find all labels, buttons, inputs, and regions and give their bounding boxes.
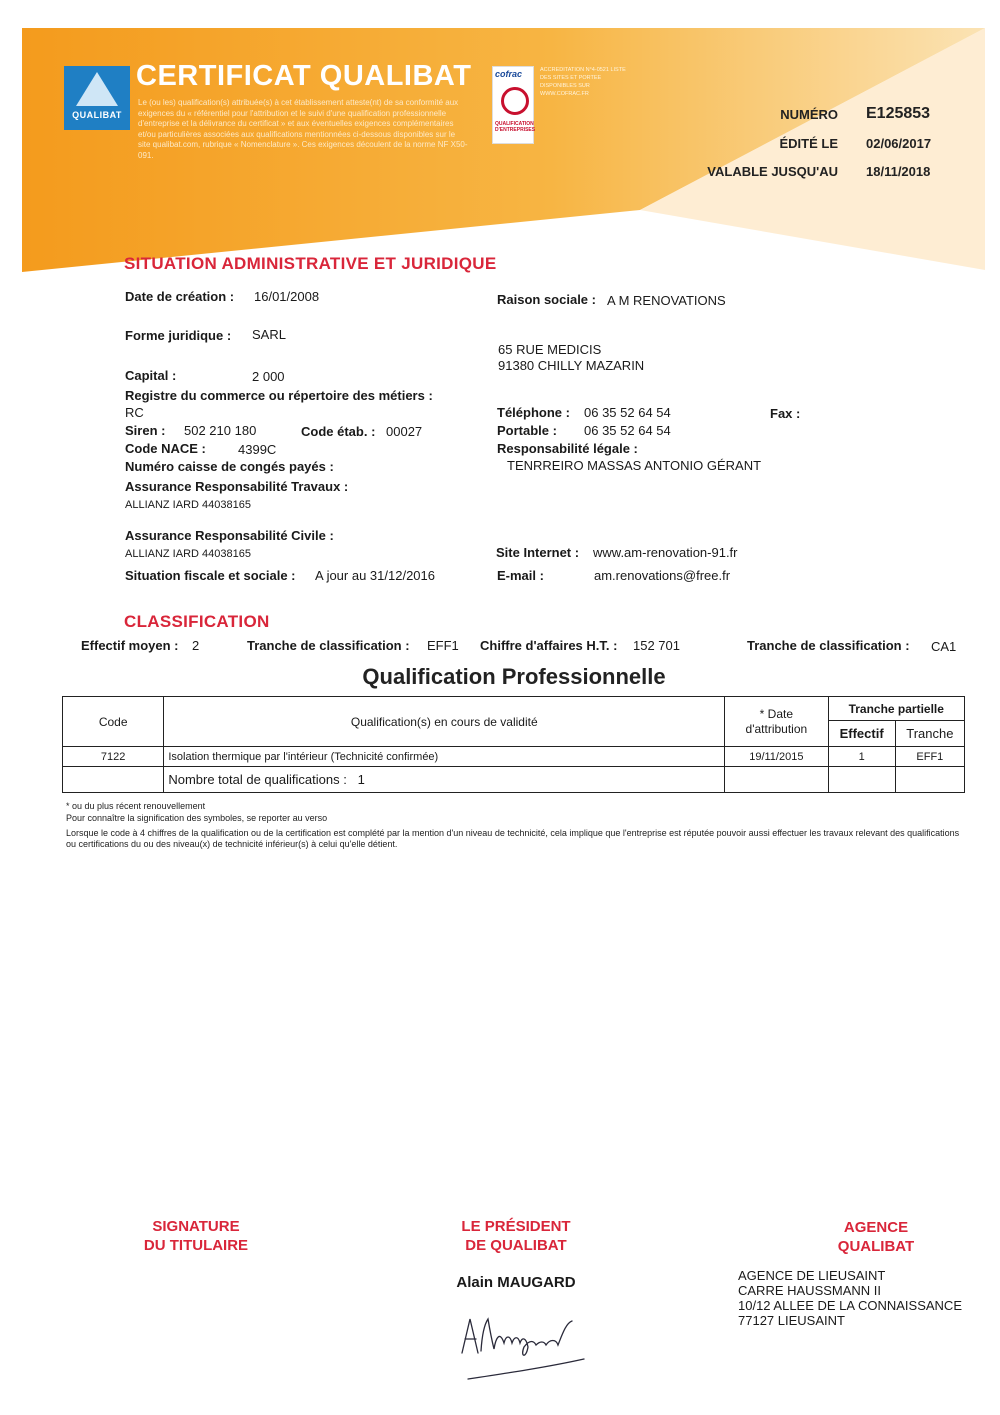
col-code-header: Code xyxy=(63,697,164,747)
valable-value: 18/11/2018 xyxy=(866,164,931,179)
president-line1: LE PRÉSIDENT xyxy=(461,1218,571,1235)
telephone-label: Téléphone : xyxy=(497,405,570,420)
ass-travaux-value: ALLIANZ IARD 44038165 xyxy=(125,499,251,511)
responsabilite-label: Responsabilité légale : xyxy=(497,441,638,456)
agence-addr4: 77127 LIEUSAINT xyxy=(738,1313,845,1328)
row-tranche: EFF1 xyxy=(895,747,964,767)
code-etab-value: 00027 xyxy=(386,424,423,439)
total-value: 1 xyxy=(357,772,365,787)
total-label: Nombre total de qualifications : xyxy=(168,772,347,787)
qualification-table xyxy=(62,696,965,793)
raison-label: Raison sociale : xyxy=(497,292,596,307)
ass-civile-value: ALLIANZ IARD 44038165 xyxy=(125,548,251,560)
responsabilite-value: TENRREIRO MASSAS ANTONIO GÉRANT xyxy=(507,458,762,473)
registre-label: Registre du commerce ou répertoire des métiers : xyxy=(125,388,433,403)
president-line2: DE QUALIBAT xyxy=(465,1237,567,1254)
qualibat-logo xyxy=(64,66,130,130)
tranche-ca-value: CA1 xyxy=(931,639,957,654)
email-link[interactable]: am.renovations@free.fr xyxy=(594,568,731,583)
col-tranche-partielle-header: Tranche partielle xyxy=(828,697,964,721)
classification-title: CLASSIFICATION xyxy=(124,612,270,631)
logo-text: QUALIBAT xyxy=(72,110,122,120)
date-creation-label: Date de création : xyxy=(125,289,235,304)
conges-label: Numéro caisse de congés payés : xyxy=(125,459,334,474)
fax-label: Fax : xyxy=(770,406,801,421)
agence-title xyxy=(776,1218,976,1256)
row-code: 7122 xyxy=(63,747,164,767)
edite-label: ÉDITÉ LE xyxy=(779,136,838,151)
numero-label: NUMÉRO xyxy=(780,107,838,122)
ca-value: 152 701 xyxy=(633,638,680,653)
cofrac-hex-icon xyxy=(501,87,529,115)
total-row xyxy=(63,767,965,793)
telephone-value: 06 35 52 64 54 xyxy=(584,405,671,420)
president-name: Alain MAUGARD xyxy=(456,1274,576,1291)
siren-value: 502 210 180 xyxy=(184,423,257,438)
fiscale-label: Situation fiscale et sociale : xyxy=(125,568,296,583)
date-creation-value: 16/01/2008 xyxy=(254,289,320,304)
president-signature xyxy=(448,1305,588,1385)
agence-line2: QUALIBAT xyxy=(837,1238,915,1255)
address-line2: 91380 CHILLY MAZARIN xyxy=(498,358,645,373)
cofrac-label: cofrac xyxy=(495,69,523,79)
edite-value: 02/06/2017 xyxy=(866,136,932,151)
numero-value: E125853 xyxy=(866,105,931,122)
row-date: 19/11/2015 xyxy=(725,747,828,767)
certificate-title: CERTIFICAT QUALIBAT xyxy=(136,60,472,92)
email-label: E-mail : xyxy=(497,568,544,583)
note-technicite: Lorsque le code à 4 chiffres de la qualification ou de la certification est complété par la mention d'un niveau de technicité, cela implique que l'entreprise est réputée pouvoir aussi effectuer les travaux relevant des qualifications ou certifications du ou des niveau(x) de technicité inférieur(s) à celui qu'elle détient. xyxy=(66,828,960,849)
effectif-label: Effectif moyen : xyxy=(81,638,179,653)
agence-line1: AGENCE xyxy=(843,1219,909,1236)
tranche-ca-label: Tranche de classification : xyxy=(747,638,910,653)
code-etab-label: Code étab. : xyxy=(301,424,376,439)
tranche-eff-label: Tranche de classification : xyxy=(247,638,410,653)
forme-label: Forme juridique : xyxy=(125,328,232,343)
ca-label: Chiffre d'affaires H.T. : xyxy=(480,638,618,653)
situation-title: SITUATION ADMINISTRATIVE ET JURIDIQUE xyxy=(124,254,497,273)
tranche-eff-value: EFF1 xyxy=(427,638,459,653)
siren-label: Siren : xyxy=(125,423,166,438)
nace-label: Code NACE : xyxy=(125,441,206,456)
titulaire-line1: SIGNATURE xyxy=(152,1218,240,1235)
col-effectif-header: Effectif xyxy=(828,721,895,747)
certificate-intro: Le (ou les) qualification(s) attribuée(s) à cet établissement atteste(nt) de sa conformité aux exigences du « référentiel pour l'attribution et le suivi d'une qualification professionnelle d'entreprise et la délivrance du certificat » et aux éventuelles exigences complémentaires et/ou particulières associées aux qualifications mentionnées ci-dessous disponibles sur le site qualibat.com, rubrique « Nomenclature ». Ces exigences découlent de la norme NF X50-091. xyxy=(138,98,468,160)
col-tranche-header: Tranche xyxy=(895,721,964,747)
note-renouvellement: * ou du plus récent renouvellement xyxy=(66,801,206,811)
registre-value: RC xyxy=(125,405,144,420)
row-effectif: 1 xyxy=(828,747,895,767)
ass-civile-label: Assurance Responsabilité Civile : xyxy=(125,528,334,543)
address-line1: 65 RUE MEDICIS xyxy=(498,342,602,357)
col-date-header: * Date d'attribution xyxy=(725,697,828,747)
agence-addr3: 10/12 ALLEE DE LA CONNAISSANCE xyxy=(738,1298,962,1313)
col-qualif-header: Qualification(s) en cours de validité xyxy=(164,697,725,747)
site-label: Site Internet : xyxy=(496,545,580,560)
agence-address xyxy=(738,1268,962,1328)
signature-titulaire-title xyxy=(96,1217,296,1255)
qualification-title: Qualification Professionnelle xyxy=(362,664,666,689)
agence-addr1: AGENCE DE LIEUSAINT xyxy=(738,1268,886,1283)
note-symboles: Pour connaître la signification des symboles, se reporter au verso xyxy=(66,813,328,823)
cofrac-logo xyxy=(492,66,534,144)
president-title xyxy=(416,1217,616,1255)
row-label: Isolation thermique par l'intérieur (Technicité confirmée) xyxy=(164,747,725,767)
capital-value: 2 000 xyxy=(252,369,285,384)
agence-addr2: CARRE HAUSSMANN II xyxy=(738,1283,882,1298)
forme-value: SARL xyxy=(252,327,286,342)
portable-label: Portable : xyxy=(497,423,557,438)
valable-label: VALABLE JUSQU'AU xyxy=(707,164,838,179)
effectif-value: 2 xyxy=(192,638,200,653)
ass-travaux-label: Assurance Responsabilité Travaux : xyxy=(125,479,349,494)
fiscale-value: A jour au 31/12/2016 xyxy=(315,568,435,583)
nace-value: 4399C xyxy=(238,442,277,457)
titulaire-line2: DU TITULAIRE xyxy=(143,1237,249,1254)
site-link[interactable]: www.am-renovation-91.fr xyxy=(593,545,738,560)
capital-label: Capital : xyxy=(125,368,177,383)
accreditation-text: ACCREDITATION N°4-0521 LISTE DES SITES ET PORTEE DISPONIBLES SUR WWW.COFRAC.FR xyxy=(540,67,626,97)
cofrac-footer: QUALIFICATION D'ENTREPRISES xyxy=(495,121,536,133)
portable-value: 06 35 52 64 54 xyxy=(584,423,671,438)
table-row xyxy=(63,747,965,767)
raison-value: A M RENOVATIONS xyxy=(607,293,726,308)
